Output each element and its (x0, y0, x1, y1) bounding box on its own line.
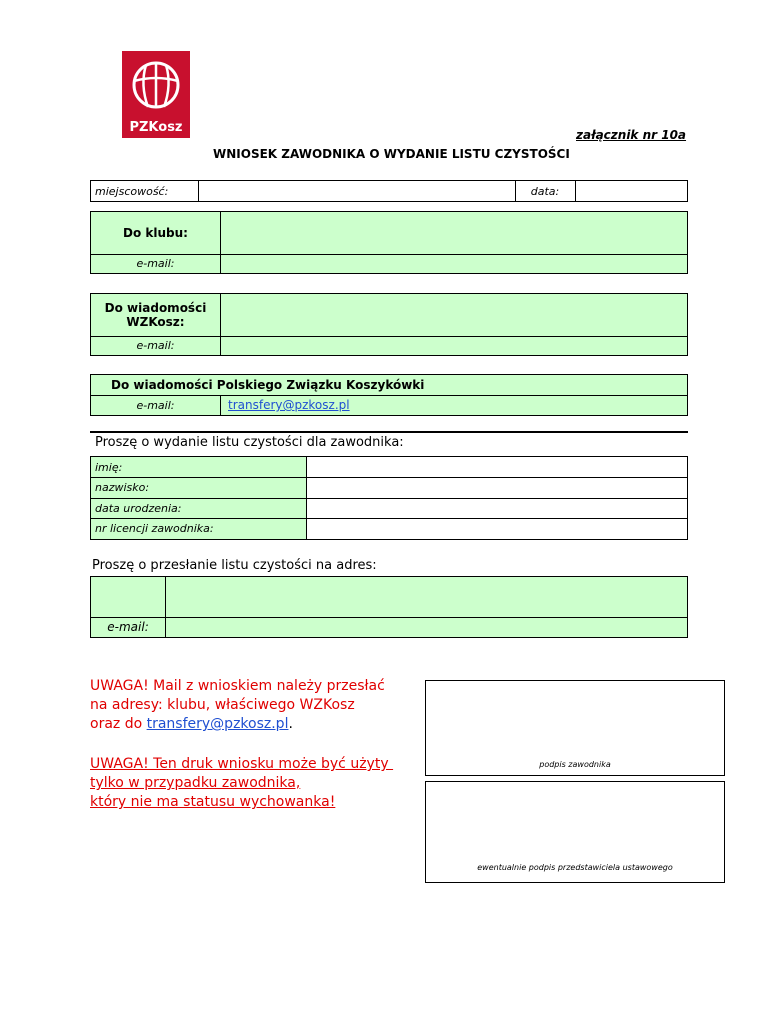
license-number-label: nr licencji zawodnika: (95, 522, 214, 535)
wzkosz-box (90, 293, 688, 356)
place-date-row (90, 180, 688, 202)
warning-mail-line3 (90, 715, 385, 734)
pzk-label: Do wiadomości Polskiego Związku Koszykówki (111, 378, 425, 392)
warning-mail-line3-suffix: . (288, 716, 293, 732)
pzk-box (90, 374, 688, 416)
player-signature-label: podpis zawodnika (539, 760, 611, 769)
address-email-field[interactable] (165, 617, 687, 637)
warning-mail-line3-prefix: oraz do (90, 716, 147, 732)
place-field[interactable] (198, 181, 515, 201)
pzk-email-value (224, 395, 687, 415)
date-label: data: (530, 184, 560, 198)
warning-usage-line3: który nie ma statusu wychowanka! (90, 794, 336, 810)
address-box (90, 576, 688, 638)
club-box (90, 211, 688, 274)
address-heading: Proszę o przesłanie listu czystości na adres: (92, 558, 377, 573)
pzk-email-label: e-mail: (136, 398, 175, 412)
wzkosz-label-line1: Do wiadomości (104, 301, 207, 315)
birth-date-label: data urodzenia: (95, 501, 182, 515)
wzkosz-label-line2: WZKosz: (126, 315, 185, 329)
warning-usage (90, 755, 393, 812)
attachment-number: załącznik nr 10a (576, 128, 687, 142)
warning-email-link[interactable]: transfery@pzkosz.pl (146, 716, 289, 732)
license-number-field[interactable] (306, 518, 687, 539)
club-email-field[interactable] (220, 254, 687, 273)
guardian-signature-box[interactable] (425, 781, 725, 883)
wzkosz-label (91, 294, 220, 336)
place-label: miejscowość: (95, 184, 169, 198)
club-label: Do klubu: (123, 226, 188, 240)
warning-mail-line1: UWAGA! Mail z wnioskiem należy przesłać (90, 678, 385, 694)
pzk-email-link[interactable]: transfery@pzkosz.pl (228, 398, 350, 412)
warning-usage-line1: UWAGA! Ten druk wniosku może być użyty (90, 756, 394, 772)
club-email-label: e-mail: (136, 257, 175, 270)
player-fields-table (90, 456, 688, 540)
pzkosz-logo (122, 51, 190, 138)
address-email-label: e-mail: (107, 620, 149, 634)
last-name-label: nazwisko: (95, 481, 150, 494)
address-field[interactable] (165, 577, 687, 617)
guardian-signature-label: ewentualnie podpis przedstawiciela ustawowego (477, 863, 673, 872)
club-field[interactable] (220, 212, 687, 254)
divider (90, 431, 688, 433)
wzkosz-email-field[interactable] (220, 336, 687, 355)
page-title: WNIOSEK ZAWODNIKA O WYDANIE LISTU CZYSTOŚCI (213, 147, 570, 161)
birth-date-field[interactable] (306, 498, 687, 518)
warning-mail-line2: na adresy: klubu, właściwego WZKosz (90, 697, 355, 713)
date-field[interactable] (575, 181, 687, 201)
first-name-field[interactable] (306, 457, 687, 477)
warning-mail (90, 677, 385, 734)
logo-text: PZKosz (129, 120, 183, 135)
wzkosz-field[interactable] (220, 294, 687, 336)
wzkosz-email-label: e-mail: (136, 339, 175, 352)
first-name-label: imię: (95, 460, 123, 474)
warning-usage-line2: tylko w przypadku zawodnika, (90, 775, 301, 791)
player-signature-box[interactable] (425, 680, 725, 776)
request-heading: Proszę o wydanie listu czystości dla zawodnika: (95, 435, 404, 450)
last-name-field[interactable] (306, 477, 687, 498)
basketball-icon (122, 51, 190, 119)
